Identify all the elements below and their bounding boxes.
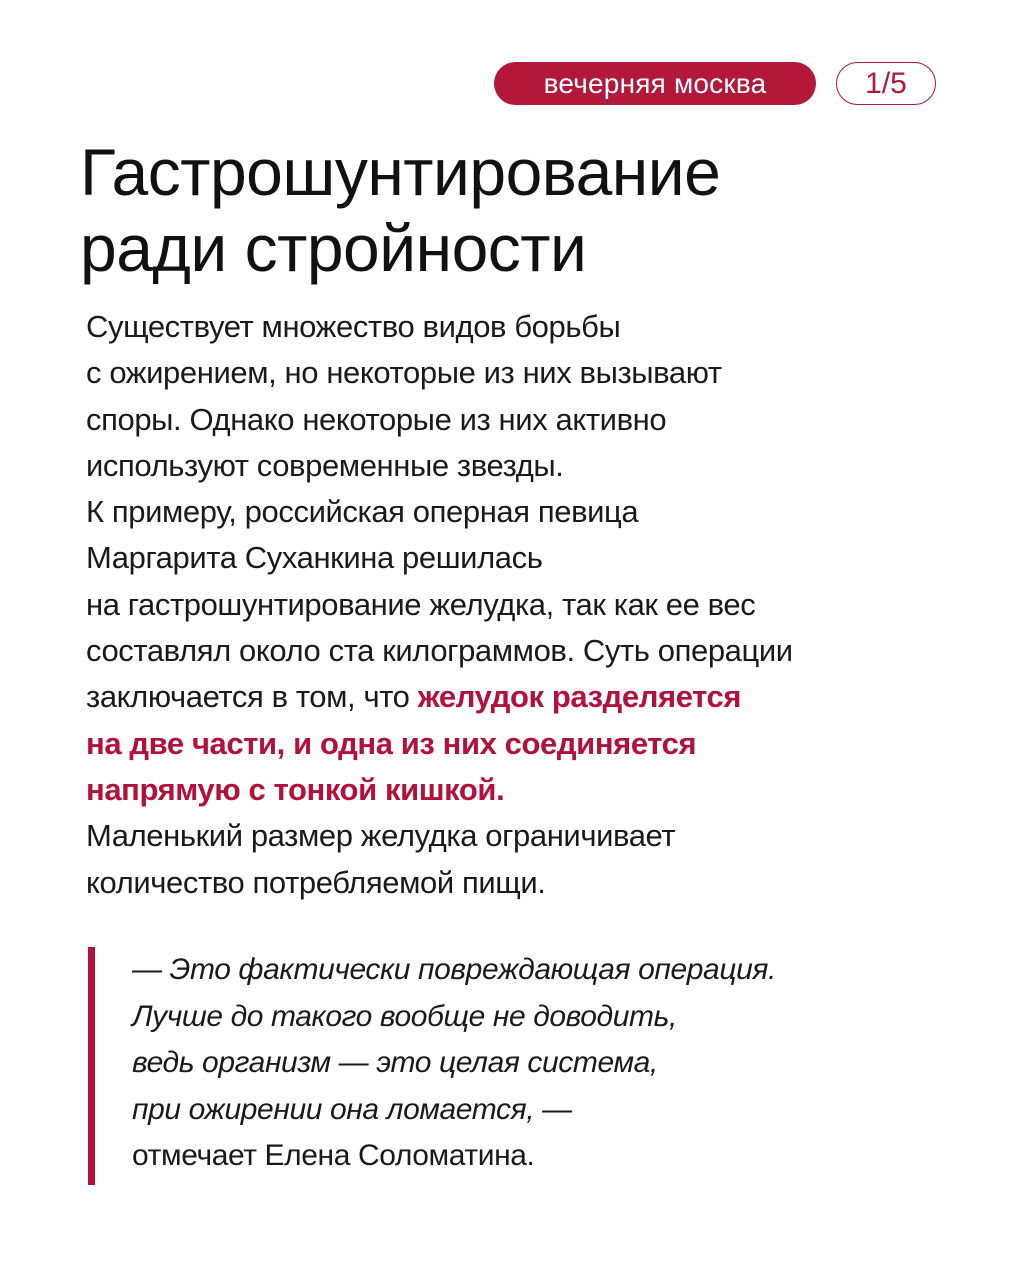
body-line: на гастрошунтирование желудка, так как ее вес bbox=[86, 586, 756, 622]
quote-line: ведь организм — это целая система, bbox=[132, 1046, 658, 1079]
quote-attribution: отмечает Елена Соломатина. bbox=[132, 1139, 535, 1172]
body-line: К примеру, российская оперная певица bbox=[86, 494, 639, 530]
body-line: Маленький размер желудка ограничивает bbox=[86, 818, 676, 854]
brand-badge: вечерняя москва bbox=[494, 62, 816, 105]
page-counter: 1/5 bbox=[836, 62, 936, 105]
body-text-plain: заключается в том, что bbox=[86, 679, 418, 715]
quote-line: Лучше до такого вообще не доводить, bbox=[132, 999, 677, 1033]
quote-line: — Это фактически повреждающая операция. bbox=[132, 953, 776, 986]
body-line-mixed bbox=[86, 674, 966, 720]
title-line-2: ради стройности bbox=[80, 211, 587, 285]
quote-text bbox=[132, 947, 972, 1180]
body-line: споры. Однако некоторые из них активно bbox=[86, 401, 667, 437]
body-line: составлял около ста килограммов. Суть операции bbox=[86, 633, 793, 669]
highlighted-line: напрямую с тонкой кишкой. bbox=[86, 771, 505, 807]
body-line: количество потребляемой пищи. bbox=[86, 864, 546, 900]
title-line-1: Гастрошунтирование bbox=[80, 135, 721, 209]
body-line: Маргарита Суханкина решилась bbox=[86, 540, 543, 576]
body-line: используют современные звезды. bbox=[86, 447, 564, 483]
highlighted-line: на две части, и одна из них соединяется bbox=[86, 725, 697, 761]
blockquote bbox=[88, 947, 968, 1185]
highlighted-text: желудок разделяется bbox=[417, 679, 742, 715]
body-line: Существует множество видов борьбы bbox=[86, 309, 621, 344]
quote-line: при ожирении она ломается, — bbox=[132, 1092, 572, 1126]
article-body bbox=[86, 304, 966, 906]
page-title bbox=[80, 134, 980, 286]
quote-accent-bar bbox=[88, 947, 95, 1185]
body-line: с ожирением, но некоторые из них вызывают bbox=[86, 355, 722, 391]
